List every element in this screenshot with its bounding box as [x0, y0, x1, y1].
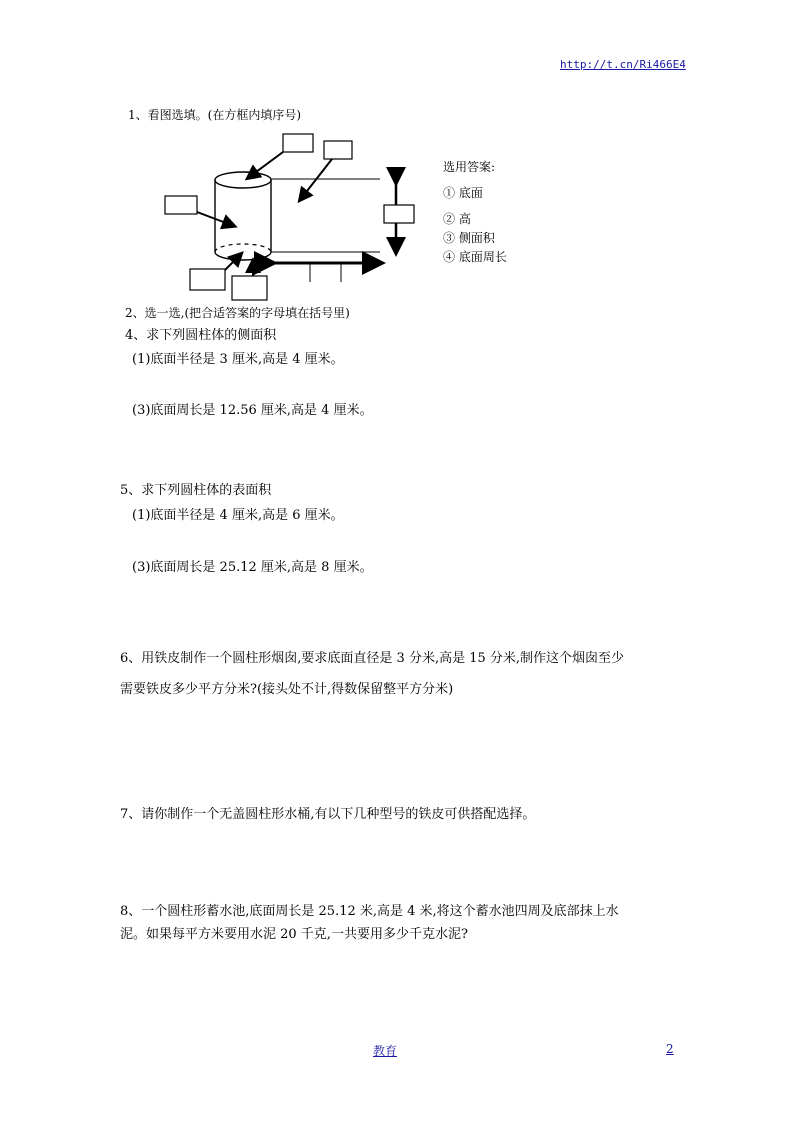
q6-line-1: 6、用铁皮制作一个圆柱形烟囱,要求底面直径是 3 分米,高是 15 分米,制作这个烟囱至少 [120, 651, 625, 666]
q5-item-1: (1)底面半径是 4 厘米,高是 6 厘米。 [132, 508, 344, 523]
q6-line-2: 需要铁皮多少平方分米?(接头处不计,得数保留整平方分米) [120, 682, 454, 697]
q1-title: 1、看图选填。(在方框内填序号) [128, 108, 301, 122]
option-3: ③ 侧面积 [443, 231, 495, 245]
q7-line-1: 7、请你制作一个无盖圆柱形水桶,有以下几种型号的铁皮可供搭配选择。 [120, 807, 536, 822]
options-title: 选用答案: [443, 160, 496, 174]
option-4: ④ 底面周长 [443, 250, 507, 264]
answer-box-circumference [232, 276, 267, 300]
q8-line-1: 8、一个圆柱形蓄水池,底面周长是 25.12 米,高是 4 米,将这个蓄水池四周及底部抹上水 [120, 904, 619, 919]
answer-box-lateral-area [165, 196, 197, 214]
page-number: 2 [666, 1042, 674, 1056]
option-1: ① 底面 [443, 186, 483, 200]
q4-title: 4、求下列圆柱体的侧面积 [125, 328, 277, 343]
footer-label-link[interactable]: 教育 [373, 1044, 398, 1058]
q4-item-3: (3)底面周长是 12.56 厘米,高是 4 厘米。 [132, 403, 373, 418]
q5-item-3: (3)底面周长是 25.12 厘米,高是 8 厘米。 [132, 560, 373, 575]
answer-box-height [384, 205, 414, 223]
header-url-link[interactable]: http://t.cn/Ri466E4 [560, 58, 686, 71]
q4-item-1: (1)底面半径是 3 厘米,高是 4 厘米。 [132, 352, 344, 367]
answer-box-base [190, 269, 225, 290]
cylinder-top-ellipse [215, 172, 271, 188]
cylinder-figure [140, 128, 540, 304]
q5-title: 5、求下列圆柱体的表面积 [120, 483, 272, 498]
cylinder-diagram [140, 128, 540, 304]
option-2: ② 高 [443, 212, 471, 226]
q8-line-2: 泥。如果每平方米要用水泥 20 千克,一共要用多少千克水泥? [120, 927, 468, 942]
q2-title: 2、选一选,(把合适答案的字母填在括号里) [125, 306, 350, 320]
answer-box-lateral [324, 141, 352, 159]
answer-box-top-face [283, 134, 313, 152]
